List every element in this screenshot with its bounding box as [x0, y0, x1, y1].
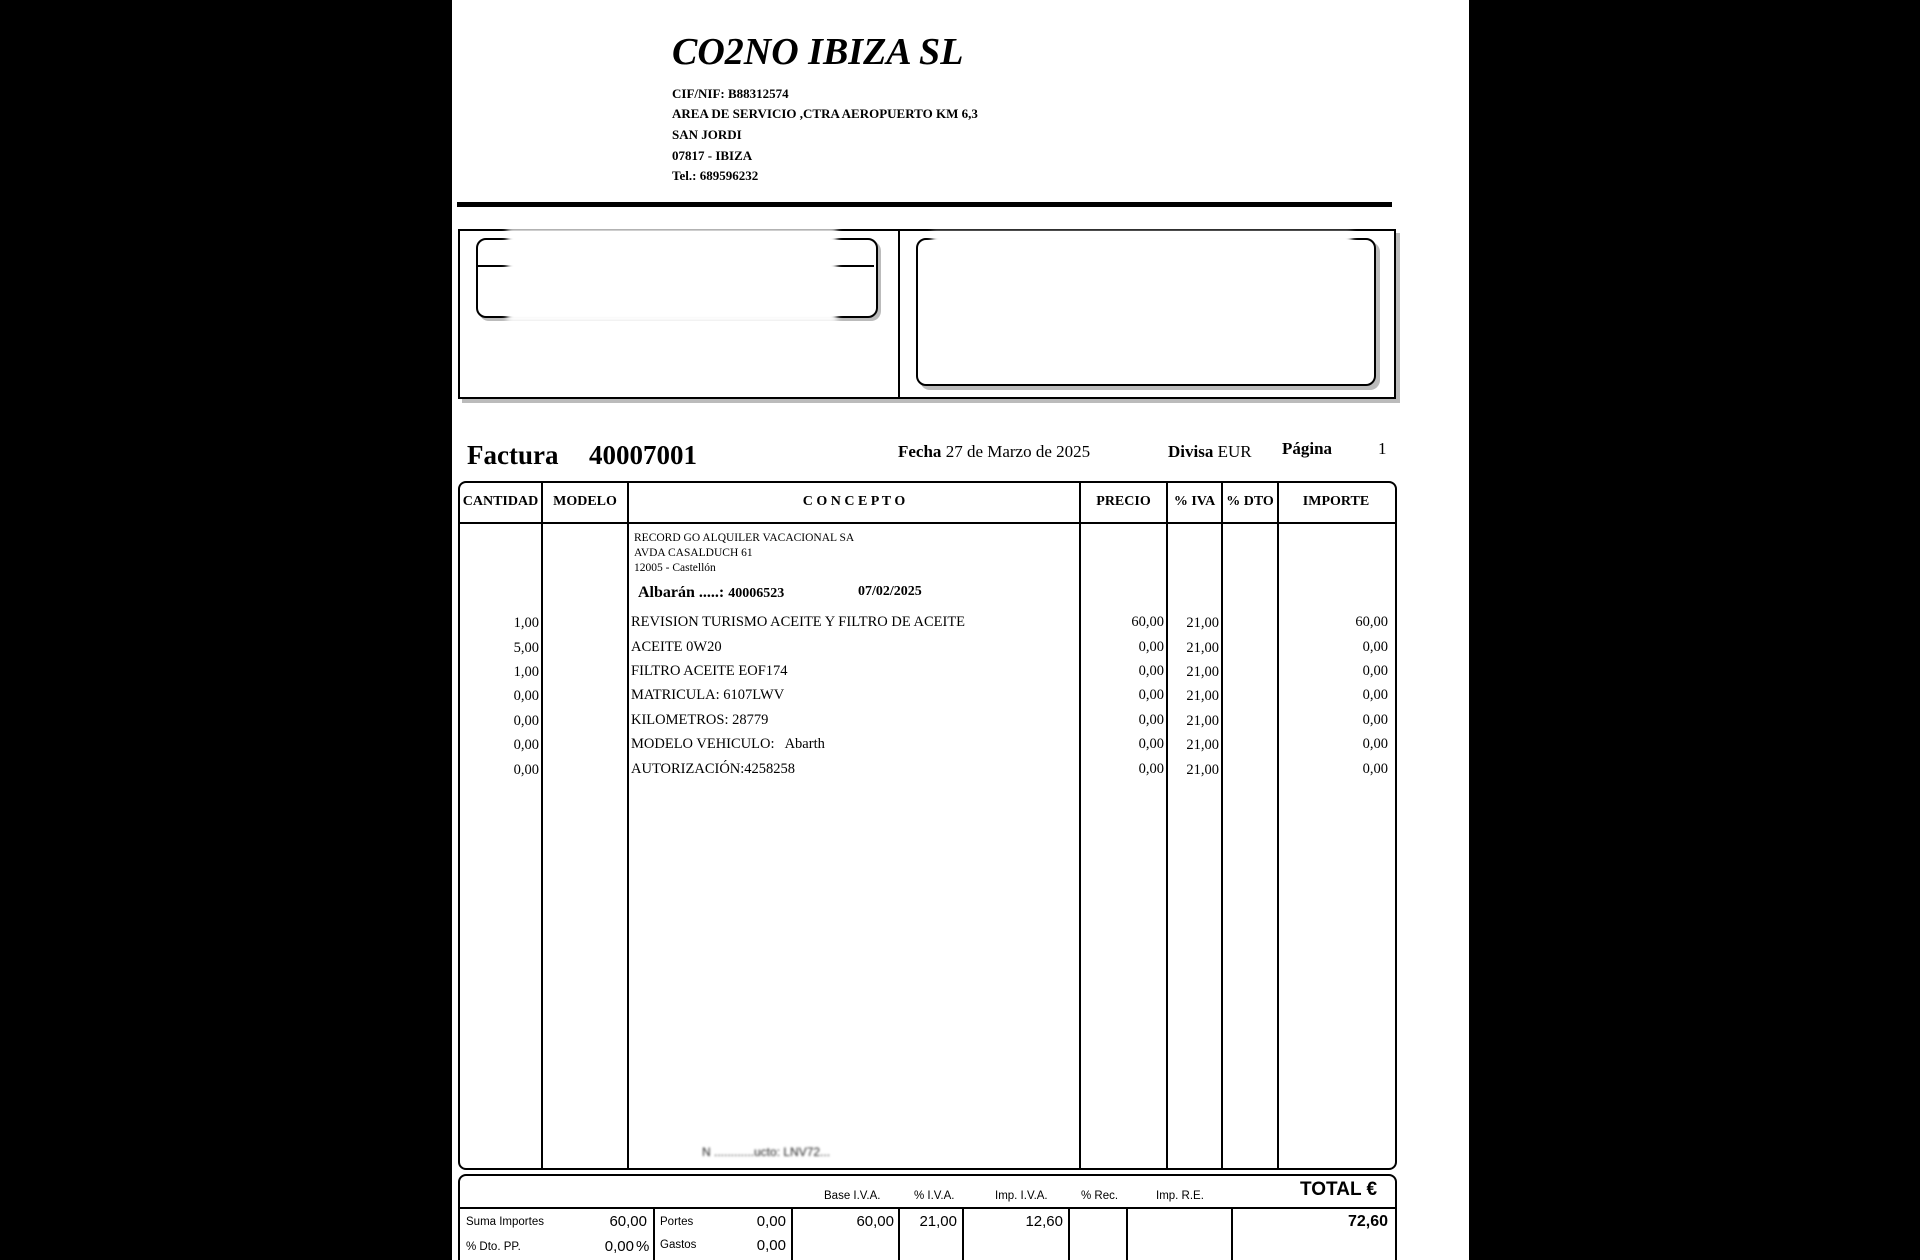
row-price: 0,00 — [1138, 712, 1164, 728]
gastos-label: Gastos — [660, 1239, 697, 1251]
row-vat: 21,00 — [1186, 713, 1219, 729]
totals-divider-7 — [1231, 1209, 1233, 1260]
row-concept: FILTRO ACEITE EOF174 — [631, 663, 788, 679]
page-number: 1 — [1378, 439, 1387, 458]
pct-iva-header: % I.V.A. — [914, 1190, 955, 1202]
row-quantity: 0,00 — [513, 713, 539, 729]
row-quantity: 0,00 — [513, 737, 539, 753]
row-price: 0,00 — [1138, 663, 1164, 679]
line-items-table — [458, 481, 1397, 1170]
portes-label: Portes — [660, 1216, 694, 1228]
col-divider-4 — [1166, 481, 1168, 1168]
address-frame-divider — [898, 229, 900, 397]
delivery-note-label: Albarán .....: — [638, 584, 725, 601]
row-amount: 0,00 — [1362, 639, 1388, 655]
imp-re-header: Imp. R.E. — [1156, 1190, 1204, 1202]
redacted-area-1 — [507, 228, 837, 323]
col-divider-2 — [627, 481, 629, 1168]
row-concept: KILOMETROS: 28779 — [631, 712, 769, 728]
portes-value: 0,00 — [756, 1213, 786, 1230]
row-price: 0,00 — [1138, 761, 1164, 777]
invoice-label: Factura — [467, 440, 559, 470]
date-value: 27 de Marzo de 2025 — [945, 442, 1091, 461]
company-town: SAN JORDI — [672, 127, 742, 142]
dto-label: % Dto. PP. — [466, 1241, 521, 1253]
customer-name: RECORD GO ALQUILER VACACIONAL SA — [634, 532, 855, 544]
company-name: CO2NO IBIZA SL — [672, 31, 964, 73]
row-vat: 21,00 — [1186, 688, 1219, 704]
header-rule — [457, 202, 1392, 207]
col-header-modelo: MODELO — [553, 494, 617, 509]
col-divider-6 — [1277, 481, 1279, 1168]
redacted-area-2 — [932, 232, 1352, 370]
row-quantity: 0,00 — [513, 688, 539, 704]
row-amount: 0,00 — [1362, 712, 1388, 728]
row-vat: 21,00 — [1186, 737, 1219, 753]
row-concept: ACEITE 0W20 — [631, 639, 722, 655]
totals-header-rule — [458, 1207, 1395, 1209]
company-postcode: 07817 - IBIZA — [672, 148, 753, 163]
suma-value: 60,00 — [609, 1213, 647, 1230]
invoice-currency — [1168, 442, 1252, 462]
page-label-text: Página — [1282, 439, 1333, 458]
col-header-iva: % IVA — [1173, 494, 1216, 509]
delivery-note-date: 07/02/2025 — [858, 584, 922, 599]
row-amount: 0,00 — [1362, 736, 1388, 752]
company-cif: CIF/NIF: B88312574 — [672, 86, 789, 101]
dto-value: 0,00 — [604, 1238, 634, 1255]
totals-divider-6 — [1126, 1209, 1128, 1260]
invoice-page — [452, 0, 1469, 1260]
base-iva-value: 60,00 — [856, 1213, 894, 1230]
table-footnote: N ............ucto: LNV72... — [702, 1145, 831, 1159]
row-vat: 21,00 — [1186, 762, 1219, 778]
imp-iva-header: Imp. I.V.A. — [995, 1190, 1048, 1202]
invoice-number: 40007001 — [589, 440, 697, 470]
row-concept: MODELO VEHICULO: Abarth — [631, 736, 825, 752]
total-header: TOTAL € — [1300, 1179, 1378, 1200]
delivery-note — [638, 584, 784, 602]
totals-divider-3 — [898, 1209, 900, 1260]
customer-street: AVDA CASALDUCH 61 — [634, 547, 753, 559]
totals-divider-5 — [1068, 1209, 1070, 1260]
totals-divider-2 — [791, 1209, 793, 1260]
customer-city: 12005 - Castellón — [634, 562, 716, 574]
row-price: 0,00 — [1138, 736, 1164, 752]
col-divider-3 — [1079, 481, 1081, 1168]
imp-iva-value: 12,60 — [1025, 1213, 1063, 1230]
company-address: AREA DE SERVICIO ,CTRA AEROPUERTO KM 6,3 — [672, 106, 978, 121]
currency-label: Divisa — [1168, 442, 1214, 461]
col-header-precio: PRECIO — [1096, 494, 1151, 509]
row-amount: 60,00 — [1355, 614, 1388, 630]
row-vat: 21,00 — [1186, 664, 1219, 680]
col-divider-1 — [541, 481, 543, 1168]
pct-iva-value: 21,00 — [919, 1213, 957, 1230]
page-label — [1282, 439, 1332, 459]
delivery-note-number: 40006523 — [728, 586, 785, 601]
totals-divider-1 — [653, 1209, 655, 1260]
row-amount: 0,00 — [1362, 663, 1388, 679]
row-concept: MATRICULA: 6107LWV — [631, 687, 785, 703]
invoice-date — [898, 442, 1090, 462]
base-iva-header: Base I.V.A. — [824, 1190, 881, 1202]
row-amount: 0,00 — [1362, 761, 1388, 777]
pct-rec-header: % Rec. — [1081, 1190, 1119, 1202]
row-price: 60,00 — [1131, 614, 1164, 630]
row-vat: 21,00 — [1186, 640, 1219, 656]
row-amount: 0,00 — [1362, 687, 1388, 703]
col-header-cantidad: CANTIDAD — [462, 494, 539, 509]
row-price: 0,00 — [1138, 639, 1164, 655]
row-quantity: 1,00 — [513, 664, 539, 680]
date-label: Fecha — [898, 442, 942, 461]
col-header-dto: % DTO — [1226, 494, 1274, 509]
row-quantity: 1,00 — [513, 615, 539, 631]
row-price: 0,00 — [1138, 687, 1164, 703]
gastos-value: 0,00 — [756, 1237, 786, 1254]
col-header-importe: IMPORTE — [1302, 494, 1370, 509]
col-divider-5 — [1221, 481, 1223, 1168]
dto-unit: % — [636, 1238, 650, 1255]
company-phone: Tel.: 689596232 — [672, 168, 759, 183]
row-quantity: 0,00 — [513, 762, 539, 778]
row-quantity: 5,00 — [513, 640, 539, 656]
currency-value: EUR — [1217, 442, 1252, 461]
row-concept: REVISION TURISMO ACEITE Y FILTRO DE ACEITE — [631, 614, 966, 630]
table-header-rule — [458, 522, 1395, 524]
row-concept: AUTORIZACIÓN:4258258 — [631, 761, 796, 777]
row-vat: 21,00 — [1186, 615, 1219, 631]
totals-divider-4 — [962, 1209, 964, 1260]
total-value: 72,60 — [1347, 1213, 1388, 1230]
suma-label: Suma Importes — [466, 1216, 544, 1228]
col-header-concepto: C O N C E P T O — [802, 494, 906, 509]
